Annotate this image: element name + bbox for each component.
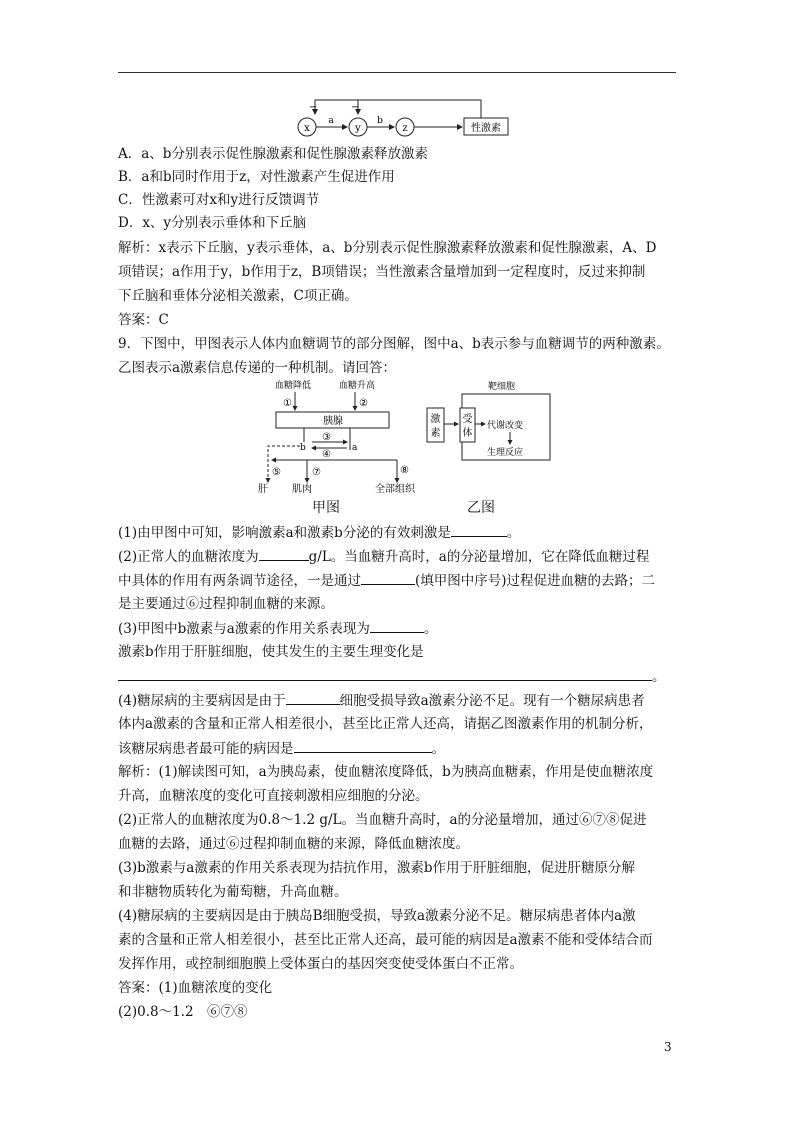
- pancreas-box: 胰腺: [323, 416, 343, 427]
- target-all-tissue: 全部组织: [375, 484, 415, 495]
- receptor-line2: 体: [462, 428, 473, 439]
- node-y: y: [355, 123, 361, 134]
- q9-explanation-9: 发挥作用，或控制细胞膜上受体蛋白的基因突变使受体蛋白不正常。: [118, 956, 523, 972]
- q9-explanation-4: 血糖的去路，通过⑥过程抑制血糖的来源，降低血糖浓度。: [118, 836, 469, 852]
- sex-hormone-box: 性激素: [471, 123, 501, 134]
- q9-explanation-6: 和非糖物质转化为葡萄糖，升高血糖。: [118, 884, 348, 900]
- q9-part-1: (1)由甲图中可知，影响激素a和激素b分泌的有效刺激是 。: [118, 522, 680, 543]
- step-5: ⑤: [272, 467, 281, 478]
- step-4: ④: [322, 449, 331, 460]
- step-8: ⑧: [400, 465, 409, 476]
- q9-explanation-5: (3)b激素与a激素的作用关系表现为拮抗作用，激素b作用于肝脏细胞，促进肝糖原分解: [118, 860, 635, 876]
- metabolism-change: 代谢改变: [487, 421, 524, 431]
- q9-answer-1: 答案：(1)血糖浓度的变化: [118, 980, 273, 996]
- q8-option-a: A．a、b分别表示促性腺激素和促性腺激素释放激素: [118, 146, 428, 162]
- blood-sugar-low: 血糖降低: [275, 381, 312, 391]
- figure-yi: [420, 378, 560, 473]
- q8-explanation-1: 解析：x表示下丘脑，y表示垂体，a、b分别表示促性腺激素释放激素和促性腺激素，A、D: [118, 240, 657, 256]
- target-cell-label: 靶细胞: [488, 382, 516, 392]
- hormone-box-line2: 素: [430, 428, 441, 439]
- q8-option-b: B．a和b同时作用于z，对性激素产生促进作用: [118, 169, 395, 185]
- step-7: ⑦: [312, 467, 321, 478]
- q8-explanation-2: 项错误；a作用于y，b作用于z，B项错误；当性激素含量增加到一定程度时，反过来抑制: [118, 264, 646, 280]
- step-1: ①: [283, 398, 292, 409]
- figure-jia: [252, 378, 427, 496]
- caption-yi: 乙图: [467, 500, 495, 516]
- q9-part-2-line-1: (2)正常人的血糖浓度为 g/L。当血糖升高时，a的分泌量增加，它在降低血糖过程: [118, 546, 680, 567]
- q9-explanation-3: (2)正常人的血糖浓度为0.8～1.2 g/L。当血糖升高时，a的分泌量增加，通过⑥⑦⑧促进: [118, 812, 647, 828]
- q9-part-2-line-3: 是主要通过⑥过程抑制血糖的来源。: [118, 596, 334, 612]
- q9-part-2-line-2: 中具体的作用有两条调节途径，一是通过 (填甲图中序号)过程促进血糖的去路；二: [118, 570, 680, 591]
- q9-part-4-line-2: 体内a激素的含量和正常人相差很小，甚至比正常人还高，请据乙图激素作用的机制分析，: [118, 716, 653, 732]
- caption-jia: 甲图: [312, 500, 340, 516]
- q9-explanation-7: (4)糖尿病的主要病因是由于胰岛B细胞受损，导致a激素分泌不足。糖尿病患者体内a激: [118, 908, 636, 924]
- q8-option-d: D．x、y分别表示垂体和下丘脑: [118, 215, 307, 231]
- header-rule: [118, 72, 676, 73]
- label-a: a: [328, 116, 334, 126]
- target-muscle: 肌肉: [292, 484, 312, 495]
- q9-answer-2: (2)0.8～1.2 ⑥⑦⑧: [118, 1004, 248, 1020]
- q9-stem-1: 9．下图中，甲图表示人体内血糖调节的部分图解，图中a、b表示参与血糖调节的两种激素。: [118, 336, 670, 352]
- label-b: b: [377, 116, 383, 126]
- feedback-diagram: [285, 96, 515, 141]
- receptor-line1: 受: [462, 414, 473, 425]
- hormone-b: b: [300, 443, 306, 453]
- target-liver: 肝: [258, 484, 268, 495]
- q9-part-3-line-2: 激素b作用于肝脏细胞，使其发生的主要生理变化是: [118, 644, 424, 660]
- q9-explanation-1: 解析：(1)解读图可知，a为胰岛素，使血糖浓度降低，b为胰高血糖素，作用是使血糖浓度: [118, 764, 654, 780]
- q9-stem-2: 乙图表示a激素信息传递的一种机制。请回答：: [118, 360, 397, 376]
- node-z: z: [402, 123, 408, 134]
- q8-option-c: C．性激素可对x和y进行反馈调节: [118, 192, 320, 208]
- q9-part-3-line-3: 。: [118, 666, 680, 687]
- q9-part-4-line-1: (4)糖尿病的主要病因是由于 细胞受损导致a激素分泌不足。现有一个糖尿病患者: [118, 690, 680, 711]
- blood-sugar-high: 血糖升高: [339, 381, 376, 391]
- step-2: ②: [359, 398, 368, 409]
- step-3: ③: [322, 432, 331, 443]
- q9-part-3-line-1: (3)甲图中b激素与a激素的作用关系表现为 。: [118, 618, 680, 639]
- q8-answer: 答案：C: [118, 312, 169, 328]
- minus-sign-2: −: [351, 102, 360, 113]
- hormone-box-line1: 激: [430, 414, 441, 425]
- physiological-response: 生理反应: [487, 448, 524, 458]
- q9-explanation-2: 升高，血糖浓度的变化可直接刺激相应细胞的分泌。: [118, 788, 429, 804]
- q9-part-4-line-3: 该糖尿病患者最可能的病因是 。: [118, 738, 680, 759]
- node-x: x: [304, 123, 310, 134]
- q9-explanation-8: 素的含量和正常人相差很小，甚至比正常人还高，最可能的病因是a激素不能和受体结合而: [118, 932, 653, 948]
- hormone-a: a: [352, 443, 358, 453]
- page-number: 3: [664, 1040, 672, 1054]
- minus-sign-1: −: [309, 102, 318, 113]
- q8-explanation-3: 下丘脑和垂体分泌相关激素，C项正确。: [118, 288, 358, 304]
